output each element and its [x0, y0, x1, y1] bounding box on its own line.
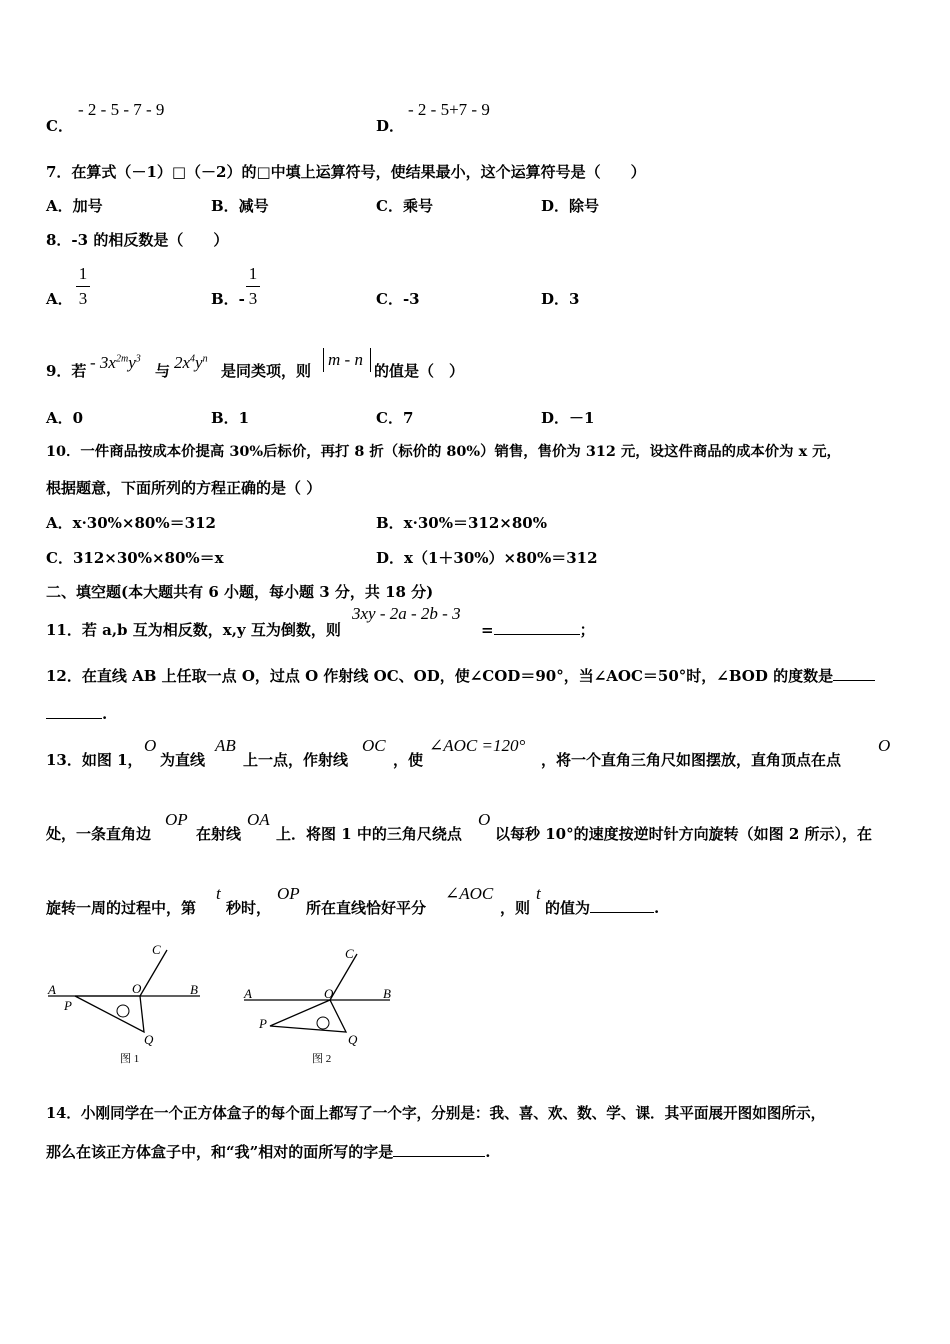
q8-option-b-label: B．- — [211, 290, 245, 308]
q12-line2: . — [46, 704, 107, 724]
q13-text-2: 为直线 — [160, 751, 206, 769]
q8-option-a-fraction — [76, 264, 90, 309]
q13-edge-op: OP — [165, 810, 188, 829]
q9-mid2: 是同类项，则 — [221, 362, 312, 380]
figure-1 — [47, 942, 200, 1065]
q13-answer-blank[interactable] — [590, 912, 654, 913]
q13-text-10: 旋转一周的过程中，第 — [46, 899, 197, 917]
q13-point-o: O — [144, 736, 157, 755]
q8-option-c: C．-3 — [376, 290, 420, 308]
q14-line1: 14．小刚同学在一个正方体盒子的每个面上都写了一个字，分别是：我、喜、欢、数、学、课．其平面展开图如图所示， — [46, 1105, 826, 1122]
q13-var-t-2: t — [536, 884, 541, 903]
q13-figures — [40, 938, 440, 1070]
q13-line-ab: AB — [215, 736, 236, 755]
q11-tail: = ； — [481, 621, 595, 639]
q9-option-b: B．1 — [211, 409, 250, 427]
q9-lead: 9．若 — [46, 362, 87, 380]
q6-option-d-expr: - 2 - 5+7 - 9 — [408, 100, 490, 119]
q14-answer-blank[interactable] — [393, 1156, 485, 1157]
q8-option-a-label: A． — [46, 290, 73, 308]
q13-var-t: t — [216, 884, 221, 903]
fig2-label-p: P — [259, 1016, 267, 1031]
q9-mid: 与 — [155, 362, 171, 380]
q10-line1: 10．一件商品按成本价提高 30%后标价，再打 8 折（标价的 80%）销售，售价为 312 元，设这件商品的成本价为 x 元， — [46, 443, 841, 460]
q10-option-c: C．312×30%×80%＝x — [46, 549, 224, 567]
q13-text-11: 秒时， — [226, 899, 272, 917]
q9-term1: - $3x^{2m}y^3$ — [90, 353, 141, 372]
q9-term2: $2x^4y^n$ — [174, 353, 208, 372]
q13-point-o-3: O — [478, 810, 491, 829]
q9-tail: 的值是（ ） — [374, 362, 465, 380]
fig1-label-a: A — [48, 982, 56, 997]
q8-option-d: D．3 — [541, 290, 580, 308]
q6-option-c-label: C． — [46, 117, 73, 135]
fig2-caption: 图 2 — [312, 1053, 332, 1065]
q13-ray-oc: OC — [362, 736, 386, 755]
q11-answer-blank[interactable] — [494, 634, 580, 635]
fraction-numerator: 1 — [78, 264, 88, 283]
q13-text-14: 的值为 . — [545, 899, 660, 917]
figure-2 — [243, 946, 391, 1065]
q8-stem: 8．-3 的相反数是（ ） — [46, 231, 229, 249]
q13-text-4: ，使 — [393, 751, 424, 769]
q13-text-3: 上一点，作射线 — [243, 751, 349, 769]
q13-text-6: 处，一条直角边 — [46, 825, 152, 843]
fraction-numerator: 1 — [248, 264, 258, 283]
fraction-denominator: 3 — [78, 289, 88, 308]
q7-option-b: B．减号 — [211, 197, 269, 215]
q10-option-b: B．x·30%＝312×80% — [376, 514, 547, 532]
q11-lead: 11．若 a,b 互为相反数，x,y 互为倒数，则 — [46, 621, 341, 639]
q13-angle-aoc: ∠AOC =120° — [429, 736, 526, 755]
fig2-label-q: Q — [348, 1032, 358, 1047]
fig2-label-a: A — [244, 986, 252, 1001]
fig2-label-b: B — [383, 986, 391, 1001]
fig1-triangle-hole — [117, 1005, 129, 1017]
q10-option-d: D．x（1＋30%）×80%＝312 — [376, 549, 598, 567]
q13-text-7: 在射线 — [196, 825, 242, 843]
fig1-triangle — [75, 996, 144, 1032]
q6-option-d-label: D． — [376, 117, 405, 135]
q13-text-8: 上．将图 1 中的三角尺绕点 — [276, 825, 462, 843]
q13-point-o-2: O — [878, 736, 891, 755]
fig1-label-c: C — [152, 942, 161, 957]
q13-text-1: 13．如图 1， — [46, 751, 143, 769]
q8-option-b-fraction — [246, 264, 260, 309]
q10-option-a: A．x·30%×80%＝312 — [46, 514, 216, 532]
q12-answer-blank[interactable] — [833, 680, 875, 681]
fig2-label-o: O — [324, 986, 334, 1001]
section-2-heading: 二、填空题(本大题共有 6 小题，每小题 3 分，共 18 分) — [46, 583, 434, 601]
q13-text-5: ，将一个直角三角尺如图摆放，直角顶点在点 — [541, 751, 842, 769]
q9-option-c: C．7 — [376, 409, 414, 427]
fig1-label-q: Q — [144, 1032, 154, 1047]
q7-option-d: D．除号 — [541, 197, 600, 215]
q13-ray-oa: OA — [247, 810, 270, 829]
q9-option-a: A．0 — [46, 409, 84, 427]
q13-text-12: 所在直线恰好平分 — [306, 899, 427, 917]
q12-answer-blank-cont[interactable] — [46, 718, 102, 719]
q6-option-c-expr: - 2 - 5 - 7 - 9 — [78, 100, 165, 119]
fig1-label-b: B — [190, 982, 198, 997]
q9-option-d: D．－1 — [541, 409, 595, 427]
q12-line1: 12．在直线 AB 上任取一点 O，过点 O 作射线 OC、OD，使∠COD＝90°，当∠AOC＝50°时，∠BOD 的度数是 — [46, 666, 875, 686]
q13-angle-aoc-2: ∠AOC — [445, 884, 494, 903]
q13-text-13: ，则 — [500, 899, 531, 917]
q9-abs-expr: m - n — [328, 350, 363, 369]
fraction-denominator: 3 — [248, 289, 258, 308]
q14-line2: 那么在该正方体盒子中，和“我”相对的面所写的字是 . — [46, 1143, 491, 1161]
q11-expr: 3xy - 2a - 2b - 3 — [352, 604, 461, 623]
fig1-caption: 图 1 — [120, 1053, 140, 1065]
fig1-label-o: O — [132, 981, 142, 996]
q13-edge-op-2: OP — [277, 884, 300, 903]
fig2-triangle — [270, 1000, 346, 1032]
q7-stem: 7．在算式（－1）□（－2）的□中填上运算符号，使结果最小，这个运算符号是（ ） — [46, 163, 646, 181]
fig2-triangle-hole — [317, 1017, 329, 1029]
fig2-label-c: C — [345, 946, 354, 961]
fig1-label-p: P — [64, 998, 72, 1013]
q13-text-9: 以每秒 10°的速度按逆时针方向旋转（如图 2 所示），在 — [495, 825, 872, 843]
q7-option-a: A．加号 — [46, 197, 103, 215]
q7-option-c: C．乘号 — [376, 197, 433, 215]
q10-line2: 根据题意，下面所列的方程正确的是（ ） — [46, 479, 322, 497]
